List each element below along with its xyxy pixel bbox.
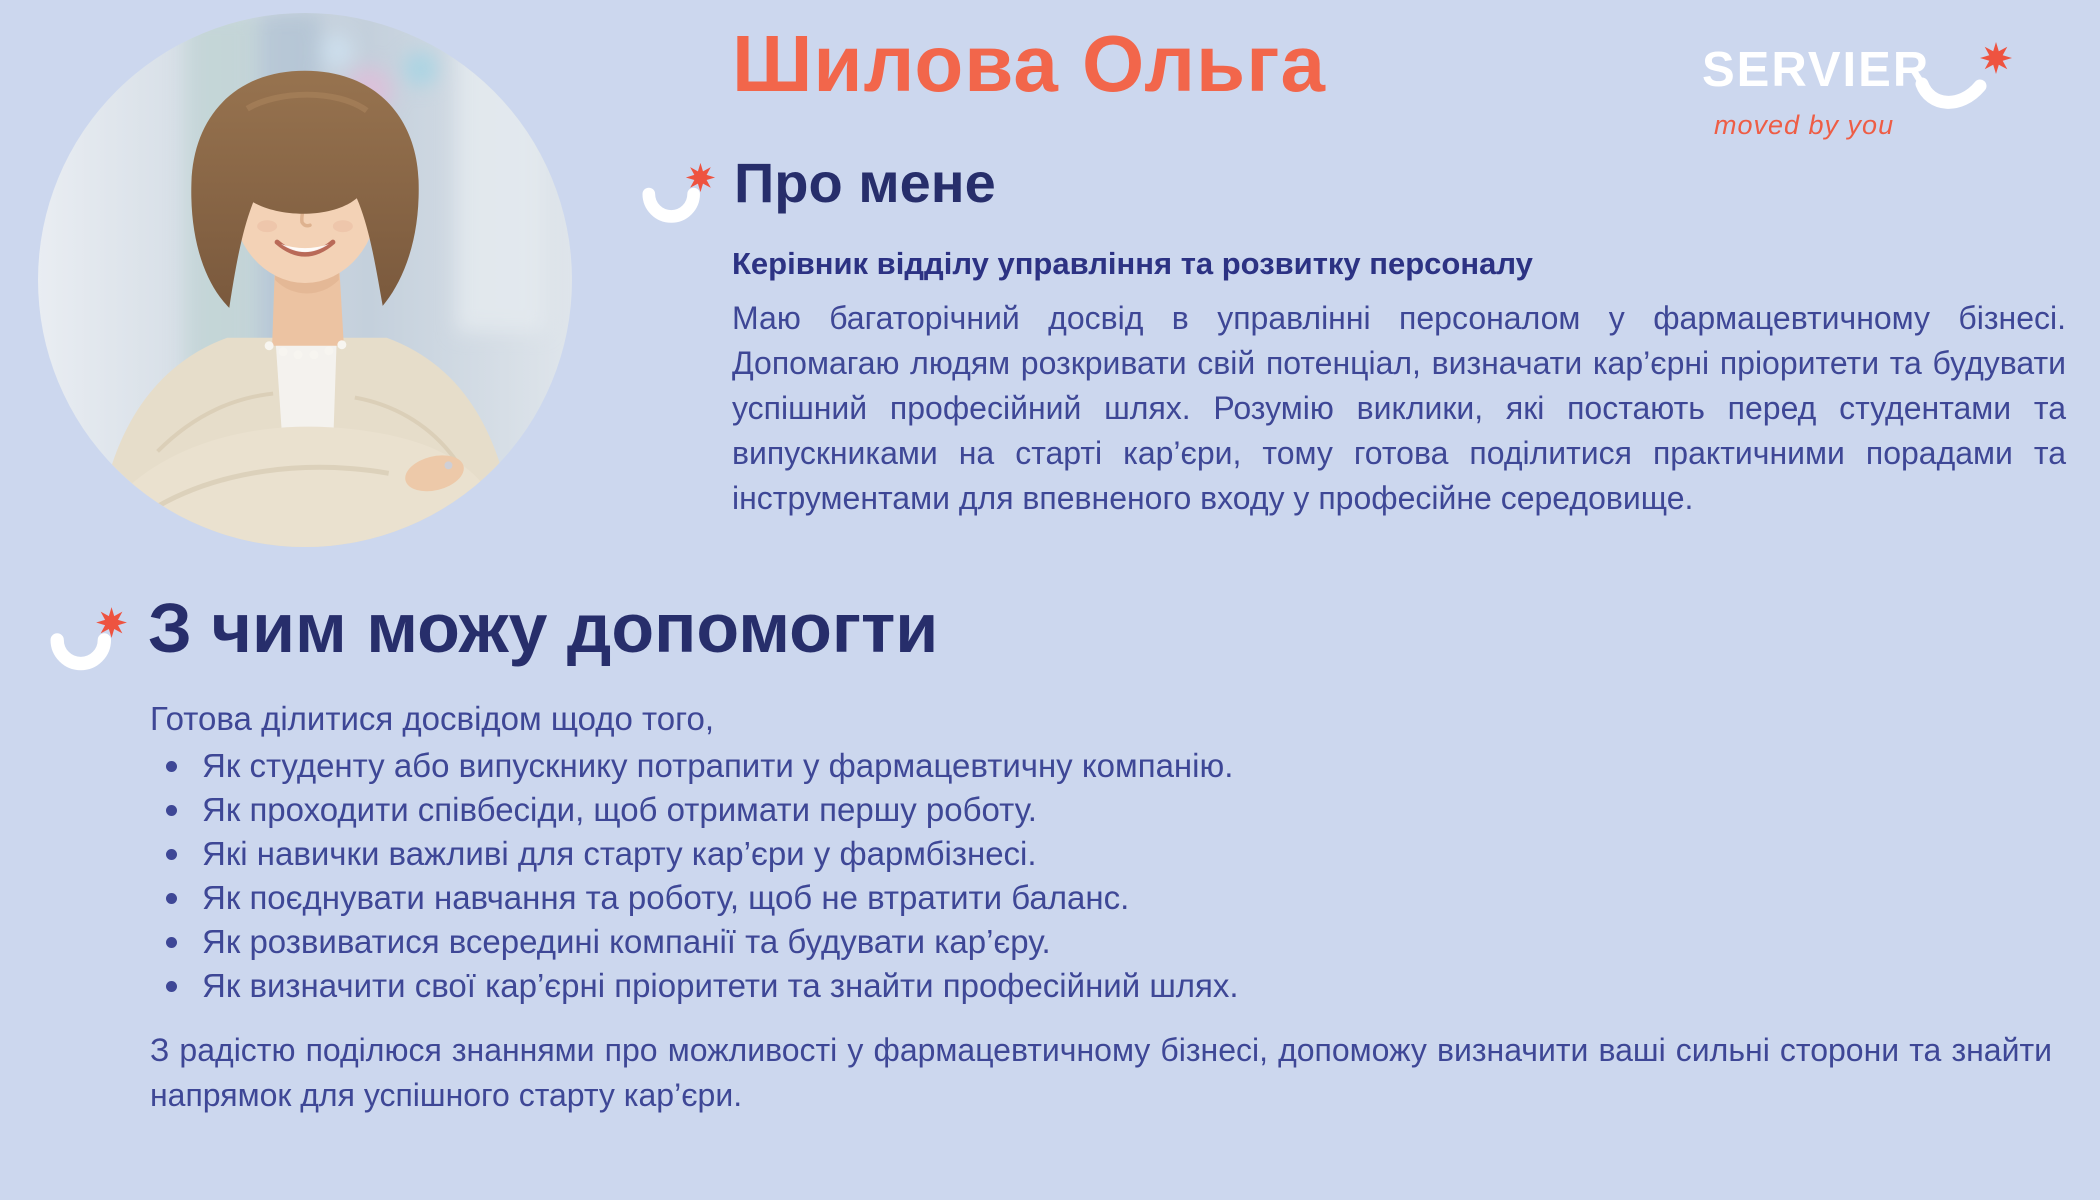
help-intro: Готова ділитися досвідом щодо того, [150, 700, 714, 737]
portrait-photo [38, 10, 572, 550]
list-item [150, 747, 1990, 784]
smile-star-icon [50, 606, 130, 676]
list-item-text: Як студенту або випускнику потрапити у фармацевтичну компанію. [202, 747, 1234, 784]
list-item-text: Як визначити свої кар’єрні пріоритети та знайти професійний шлях. [202, 967, 1239, 1004]
servier-tagline: moved by you [1714, 110, 1895, 140]
list-item [150, 967, 1990, 1004]
smile-star-icon [642, 162, 718, 228]
servier-logo [1700, 36, 2040, 141]
servier-smile-icon [1922, 84, 1980, 102]
list-item [150, 879, 1990, 916]
portrait-photo-illustration [38, 10, 572, 550]
help-heading: З чим можу допомогти [148, 589, 939, 667]
servier-wordmark [1700, 36, 2030, 114]
about-role: Керівник відділу управління та розвитку персоналу [732, 246, 1533, 281]
help-heading-row [50, 588, 938, 676]
about-description: Маю багаторічний досвід в управлінні персоналом у фармацевтичному бізнесі. Допомагаю людям розкривати свій потенціал, визначати кар’єрні пріоритети та будувати успішний професійний шлях. Розумію виклики, які постають перед студентами та випускниками на старті кар’єри, тому готова поділитися практичними порадами та інструментами для впевненого входу у професійне середовище. [732, 300, 2066, 516]
list-item [150, 835, 1990, 872]
list-item-text: Як розвиватися всередині компанії та будувати кар’єру. [202, 923, 1051, 960]
page-title: Шилова Ольга [732, 19, 1327, 108]
list-item-text: Як поєднувати навчання та роботу, щоб не втратити баланс. [202, 879, 1130, 916]
about-heading-row [642, 150, 996, 228]
list-item-text: Як проходити співбесіди, щоб отримати першу роботу. [202, 791, 1037, 828]
servier-star-icon [1980, 42, 2012, 74]
help-bullet-list [150, 747, 1990, 1014]
list-item [150, 923, 1990, 960]
list-item-text: Які навички важливі для старту кар’єри у фармбізнесі. [202, 835, 1037, 872]
list-item [150, 791, 1990, 828]
about-heading: Про мене [734, 151, 996, 214]
help-outro: З радістю поділюся знаннями про можливості у фармацевтичному бізнесі, допоможу визначити ваші сильні сторони та знайти напрямок для успішного старту кар’єри. [150, 1032, 2052, 1113]
servier-brand-text: SERVIER [1702, 43, 1931, 97]
